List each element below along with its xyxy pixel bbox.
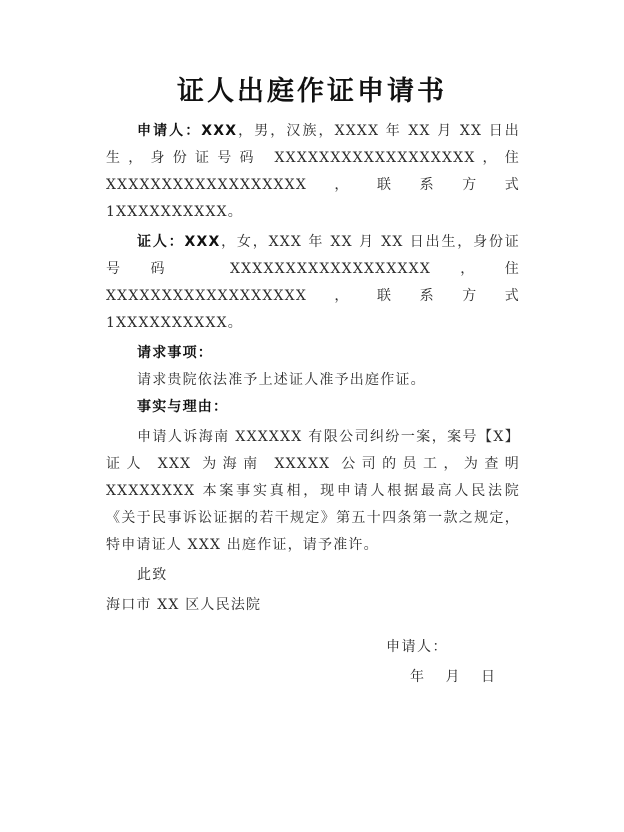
closing-recipient: 海口市 XX 区人民法院 <box>106 597 262 613</box>
date-month: 月 <box>445 669 461 685</box>
applicant-paragraph <box>106 118 520 226</box>
request-text: 请求贵院依法准予上述证人准予出庭作证。 <box>137 372 426 388</box>
signature-applicant-label: 申请人： <box>386 639 448 655</box>
applicant-details: ，男，汉族，XXXX 年 XX 月 XX 日出生，身份证号码 XXXXXXXXXXXXXXXXXX，住 XXXXXXXXXXXXXXXXXX，联系方式 1XXXXXXXXXX。 <box>106 123 520 220</box>
facts-text: 申请人诉海南 XXXXXX 有限公司纠纷一案，案号【X】证人 XXX 为海南 XXXXX 公司的员工，为查明 XXXXXXXX 本案事实真相，现申请人根据最高人民法院《关于民事诉讼证据的若干规定》第五十四条第一款之规定，特申请证人 XXX 出庭作证，请予准许。 <box>106 429 520 553</box>
witness-details: ，女，XXX 年 XX 月 XX 日出生，身份证号码 XXXXXXXXXXXXXXXXXX，住 XXXXXXXXXXXXXXXXXX，联系方式 1XXXXXXXXXX。 <box>106 234 520 331</box>
document-body <box>106 118 520 619</box>
witness-paragraph <box>106 229 520 337</box>
date-day: 日 <box>481 669 497 685</box>
signature-block <box>386 632 497 692</box>
applicant-label: 申请人：XXX <box>137 123 238 139</box>
witness-label: 证人：XXX <box>137 234 221 250</box>
signature-date <box>386 662 497 692</box>
date-year: 年 <box>410 669 426 685</box>
facts-heading: 事实与理由： <box>137 399 229 415</box>
request-heading: 请求事项： <box>137 345 213 361</box>
closing-salutation: 此致 <box>137 567 168 583</box>
document-title: 证人出庭作证申请书 <box>177 76 447 107</box>
